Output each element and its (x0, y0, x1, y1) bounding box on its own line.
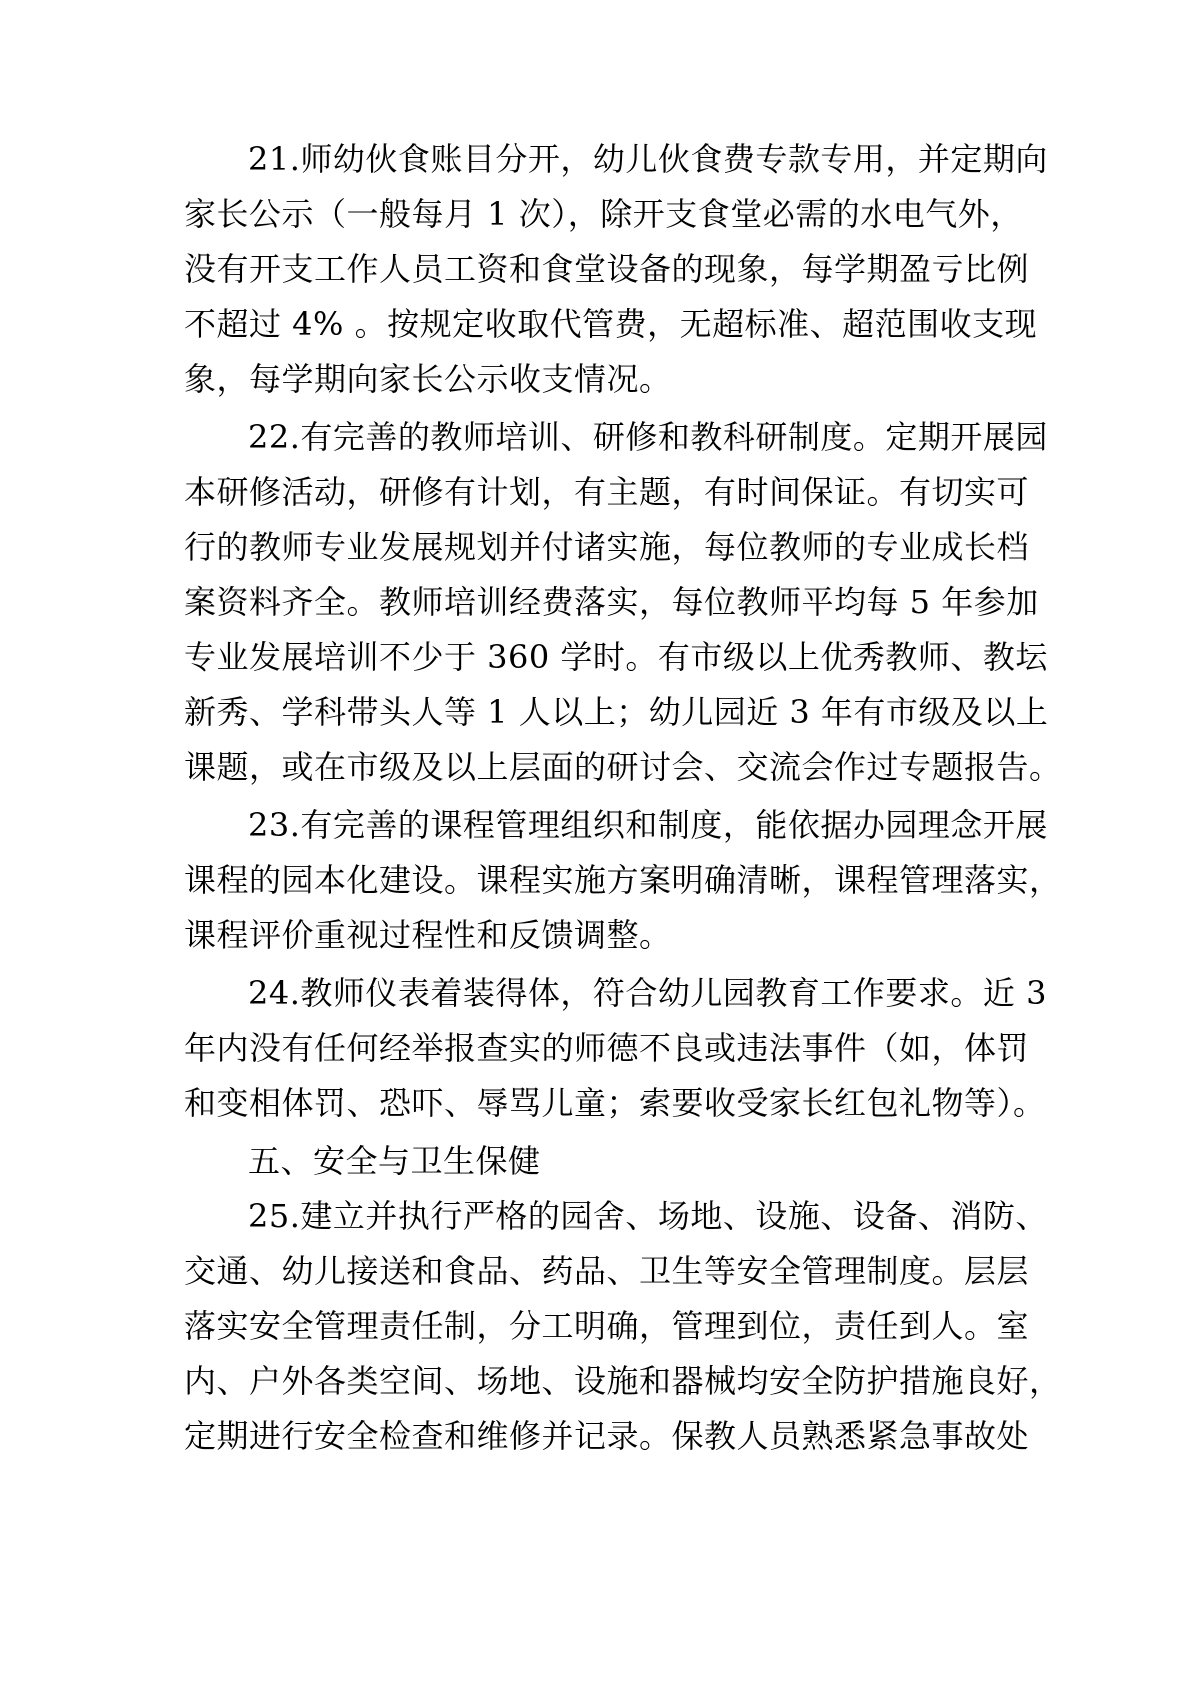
item-25-line-1: 25.建立并执行严格的园舍、场地、设施、设备、消防、 (248, 1197, 1048, 1235)
item-21-line-5: 象，每学期向家长公示收支情况。 (184, 360, 672, 398)
item-24-line-2: 年内没有任何经举报查实的师德不良或违法事件（如，体罚 (184, 1029, 1030, 1067)
item-22-line-4: 案资料齐全。教师培训经费落实，每位教师平均每 5 年参加 (184, 583, 1039, 621)
item-24-line-1: 24.教师仪表着装得体，符合幼儿园教育工作要求。近 3 (248, 974, 1047, 1012)
item-25-line-4: 内、户外各类空间、场地、设施和器械均安全防护措施良好， (184, 1362, 1062, 1400)
item-25-line-3: 落实安全管理责任制，分工明确，管理到位，责任到人。室 (184, 1307, 1030, 1345)
item-25-line-5: 定期进行安全检查和维修并记录。保教人员熟悉紧急事故处 (184, 1417, 1030, 1455)
item-22-line-7: 课题，或在市级及以上层面的研讨会、交流会作过专题报告。 (184, 748, 1062, 786)
item-22-line-3: 行的教师专业发展规划并付诸实施，每位教师的专业成长档 (184, 528, 1030, 566)
item-21-line-3: 没有开支工作人员工资和食堂设备的现象，每学期盈亏比例 (184, 250, 1030, 288)
item-22-line-5: 专业发展培训不少于 360 学时。有市级以上优秀教师、教坛 (184, 638, 1048, 676)
item-25-line-2: 交通、幼儿接送和食品、药品、卫生等安全管理制度。层层 (184, 1252, 1030, 1290)
item-21-line-4: 不超过 4% 。按规定收取代管费，无超标准、超范围收支现 (184, 305, 1038, 343)
item-21-line-1: 21.师幼伙食账目分开，幼儿伙食费专款专用，并定期向 (248, 140, 1048, 178)
item-23-line-2: 课程的园本化建设。课程实施方案明确清晰，课程管理落实， (184, 861, 1062, 899)
item-23-line-1: 23.有完善的课程管理组织和制度，能依据办园理念开展 (248, 806, 1048, 844)
item-23-line-3: 课程评价重视过程性和反馈调整。 (184, 916, 672, 954)
item-22-line-6: 新秀、学科带头人等 1 人以上；幼儿园近 3 年有市级及以上 (184, 693, 1049, 731)
item-22-line-2: 本研修活动，研修有计划，有主题，有时间保证。有切实可 (184, 473, 1030, 511)
item-24-line-3: 和变相体罚、恐吓、辱骂儿童；索要收受家长红包礼物等）。 (184, 1084, 1046, 1122)
item-21-line-2: 家长公示（一般每月 1 次），除开支食堂必需的水电气外， (184, 195, 1023, 233)
item-22-line-1: 22.有完善的教师培训、研修和教科研制度。定期开展园 (248, 418, 1048, 456)
section-heading-safety-health: 五、安全与卫生保健 (248, 1142, 541, 1180)
